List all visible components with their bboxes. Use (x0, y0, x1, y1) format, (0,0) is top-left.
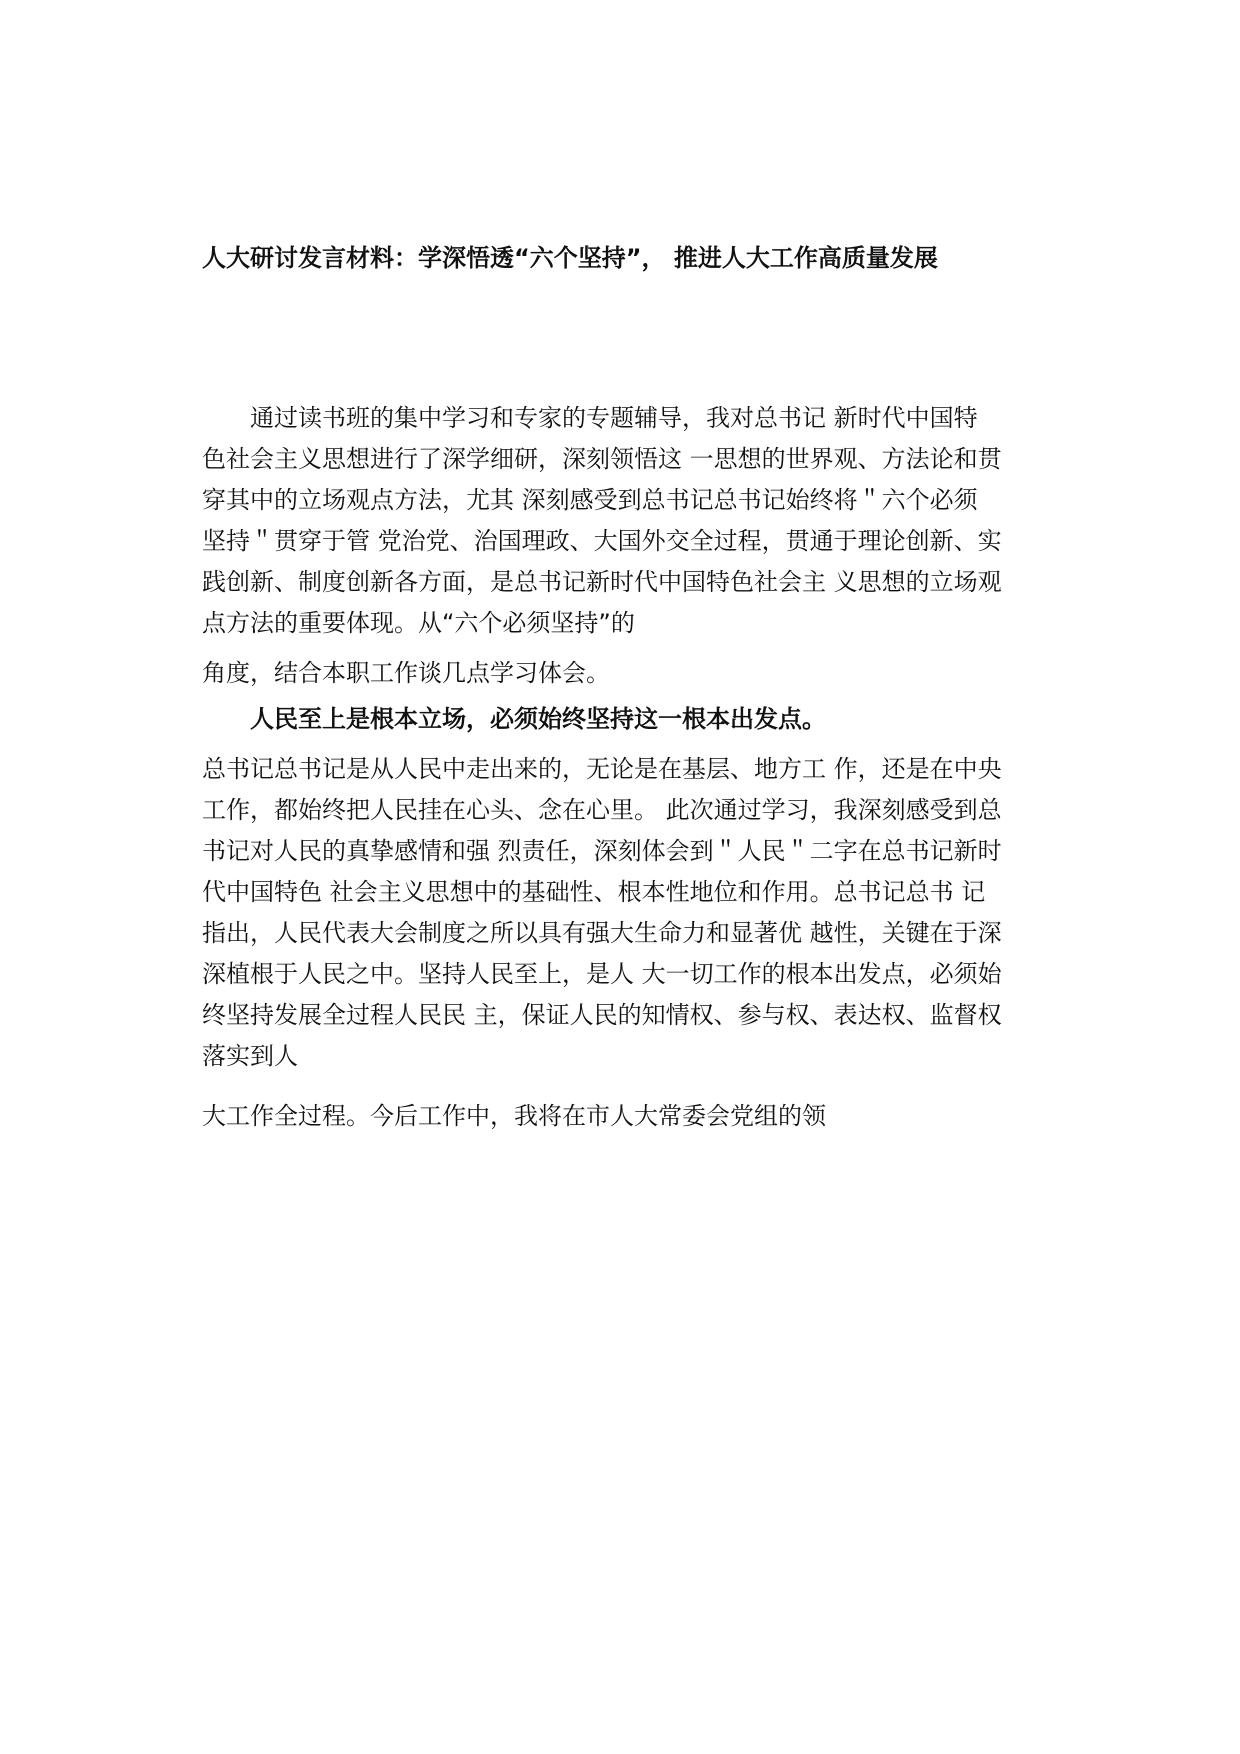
paragraph-line: 穿其中的立场观点方法，尤其 深刻感受到总书记总书记始终将＂六个必须 (202, 486, 978, 514)
paragraph-line: 深植根于人民之中。坚持人民至上，是人 大一切工作的根本出发点，必须始 (202, 960, 1002, 988)
paragraph-line: 践创新、制度创新各方面，是总书记新时代中国特色社会主 义思想的立场观 (202, 568, 1002, 596)
paragraph-line: 大工作全过程。今后工作中，我将在市人大常委会党组的领 (202, 1102, 826, 1130)
paragraph-line: 落实到人 (202, 1042, 298, 1070)
paragraph-line: 通过读书班的集中学习和专家的专题辅导，我对总书记 新时代中国特 (202, 404, 978, 432)
paragraph-line: 总书记总书记是从人民中走出来的，无论是在基层、地方工 作，还是在中央 (202, 755, 1002, 783)
document-title: 人大研讨发言材料：学深悟透“六个坚持”， 推进人大工作高质量发展 (202, 244, 938, 272)
paragraph-line: 角度，结合本职工作谈几点学习体会。 (202, 659, 610, 687)
paragraph-line: 工作，都始终把人民挂在心头、念在心里。 此次通过学习，我深刻感受到总 (202, 796, 1002, 824)
paragraph-line: 代中国特色 社会主义思想中的基础性、根本性地位和作用。总书记总书 记 (202, 878, 986, 906)
paragraph-line: 坚持＂贯穿于管 党治党、治国理政、大国外交全过程，贯通于理论创新、实 (202, 527, 1002, 555)
paragraph-line: 终坚持发展全过程人民民 主，保证人民的知情权、参与权、表达权、监督权 (202, 1001, 1002, 1029)
paragraph-line: 指出，人民代表大会制度之所以具有强大生命力和显著优 越性，关键在于深 (202, 919, 1002, 947)
paragraph-line: 书记对人民的真挚感情和强 烈责任，深刻体会到＂人民＂二字在总书记新时 (202, 837, 1002, 865)
paragraph-line: 色社会主义思想进行了深学细研，深刻领悟这 一思想的世界观、方法论和贯 (202, 445, 1002, 473)
section-heading: 人民至上是根本立场，必须始终坚持这一根本出发点。 (202, 705, 826, 733)
paragraph-line: 点方法的重要体现。从“六个必须坚持”的 (202, 609, 635, 637)
